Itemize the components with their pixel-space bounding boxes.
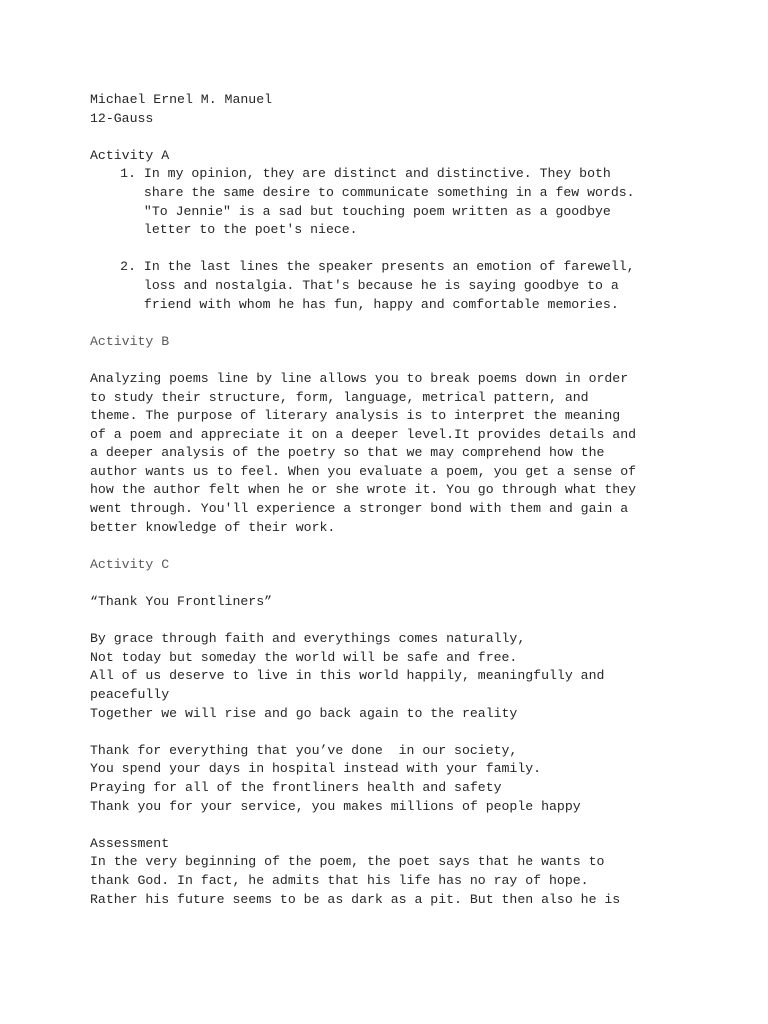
spacer <box>90 128 690 147</box>
list-item-text: In the last lines the speaker presents an emotion of farewell, <box>143 259 635 275</box>
poem-line: Praying for all of the frontliners health and safety <box>90 779 502 795</box>
list-item-text: "To Jennie" is a sad but touching poem written as a goodbye <box>143 203 611 219</box>
class-section: 12-Gauss <box>90 110 154 126</box>
list-item-continuation <box>90 277 690 296</box>
paragraph-line: how the author felt when he or she wrote it. You go through what they <box>90 482 637 498</box>
paragraph-line: better knowledge of their work. <box>90 519 336 535</box>
list-item-text: share the same desire to communicate something in a few words. <box>143 184 635 200</box>
paragraph-line: In the very beginning of the poem, the poet says that he wants to <box>90 854 605 870</box>
activity-c-heading: Activity C <box>90 556 170 572</box>
paragraph-line: went through. You'll experience a stronger bond with them and gain a <box>90 501 629 517</box>
list-item-text: letter to the poet's niece. <box>143 222 358 238</box>
list-number: 1. <box>120 166 136 182</box>
poem-stanza-2 <box>90 742 690 816</box>
paragraph-line: a deeper analysis of the poetry so that we may comprehend how the <box>90 445 605 461</box>
list-item-continuation <box>90 221 690 240</box>
paragraph-line: of a poem and appreciate it on a deeper level.It provides details and <box>90 426 637 442</box>
poem-line: Thank for everything that you’ve done in our society, <box>90 742 518 758</box>
list-item-text: loss and nostalgia. That's because he is saying goodbye to a <box>143 277 619 293</box>
activity-a-heading: Activity A <box>90 147 170 163</box>
poem-line: All of us deserve to live in this world happily, meaningfully and <box>90 668 605 684</box>
poem-line: You spend your days in hospital instead with your family. <box>90 761 542 777</box>
list-item-text: In my opinion, they are distinct and distinctive. They both <box>143 166 611 182</box>
poem-line: Thank you for your service, you makes millions of people happy <box>90 798 581 814</box>
spacer <box>90 574 690 593</box>
list-number: 2. <box>120 259 136 275</box>
list-item <box>90 165 690 184</box>
poem-line: Together we will rise and go back again to the reality <box>90 705 518 721</box>
author-name: Michael Ernel M. Manuel <box>90 92 273 107</box>
activity-b-paragraph <box>90 370 690 537</box>
paragraph-line: theme. The purpose of literary analysis is to interpret the meaning <box>90 408 621 424</box>
paragraph-line: to study their structure, form, language, metrical pattern, and <box>90 389 589 405</box>
spacer <box>90 612 690 631</box>
list-item-text: friend with whom he has fun, happy and comfortable memories. <box>143 296 619 312</box>
list-item-continuation <box>90 296 690 315</box>
spacer <box>90 240 690 259</box>
list-item <box>90 258 690 277</box>
poem-line: By grace through faith and everythings comes naturally, <box>90 631 526 647</box>
spacer <box>90 723 690 742</box>
poem-stanza-1 <box>90 630 690 723</box>
activity-b-heading: Activity B <box>90 333 170 349</box>
activity-a-list <box>90 165 690 314</box>
spacer <box>90 314 690 333</box>
paragraph-line: Analyzing poems line by line allows you to break poems down in order <box>90 370 629 386</box>
assessment-paragraph <box>90 853 690 909</box>
poem-line: peacefully <box>90 687 170 702</box>
paragraph-line: author wants us to feel. When you evaluate a poem, you get a sense of <box>90 463 637 479</box>
spacer <box>90 537 690 556</box>
paragraph-line: Rather his future seems to be as dark as a pit. But then also he is <box>90 891 621 907</box>
spacer <box>90 351 690 370</box>
poem-line: Not today but someday the world will be safe and free. <box>90 649 518 665</box>
assessment-heading: Assessment <box>90 835 170 851</box>
list-item-continuation <box>90 184 690 203</box>
document-body <box>90 91 690 909</box>
list-item-continuation <box>90 203 690 222</box>
poem-title: “Thank You Frontliners” <box>90 594 273 610</box>
paragraph-line: thank God. In fact, he admits that his life has no ray of hope. <box>90 872 589 888</box>
spacer <box>90 816 690 835</box>
